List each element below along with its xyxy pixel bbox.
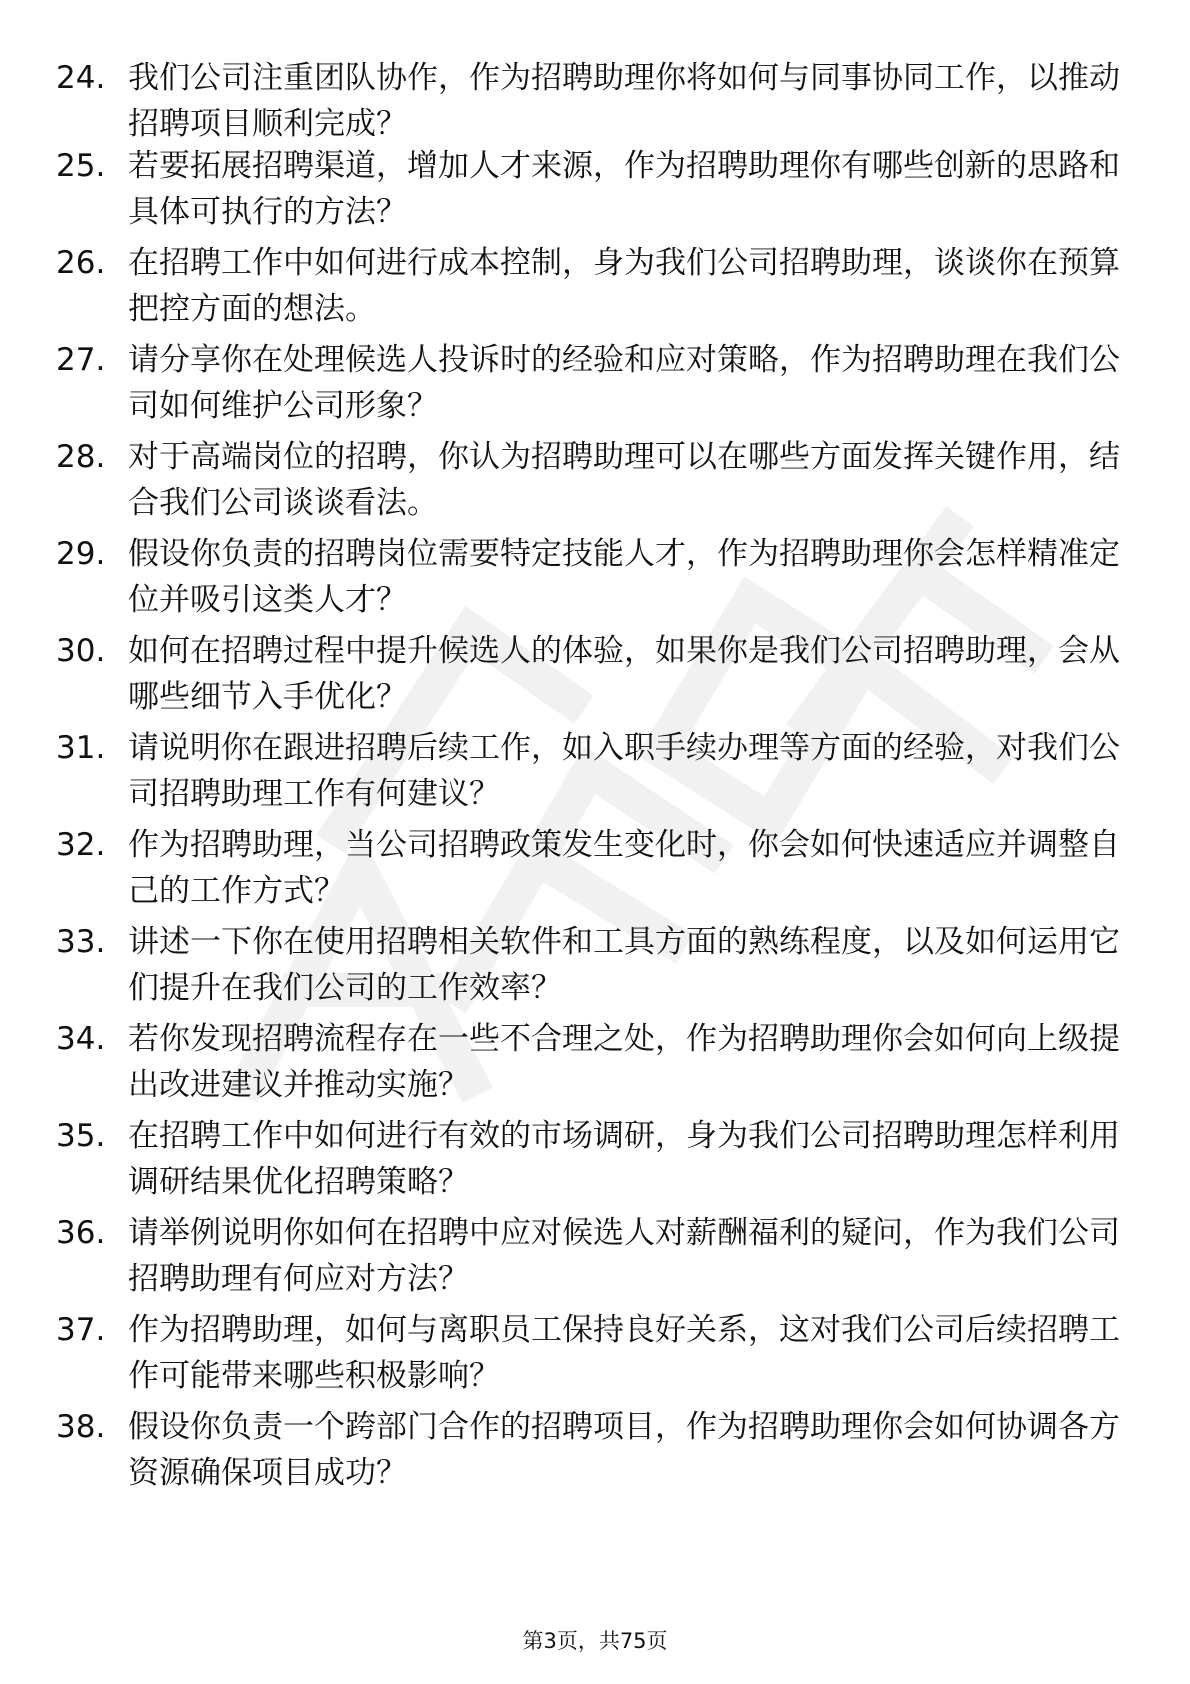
question-item xyxy=(0,434,1190,538)
question-number: 33. xyxy=(56,924,106,960)
question-text: 假设你负责的招聘岗位需要特定技能人才，作为招聘助理你会怎样精准定位并吸引这类人才？ xyxy=(128,536,1120,618)
question-text: 作为招聘助理，当公司招聘政策发生变化时，你会如何快速适应并调整自己的工作方式？ xyxy=(128,827,1120,909)
question-number: 37. xyxy=(56,1312,106,1348)
question-number: 38. xyxy=(56,1409,106,1445)
question-item xyxy=(0,143,1190,247)
question-item xyxy=(0,725,1190,829)
question-number: 31. xyxy=(56,730,106,766)
question-text: 对于高端岗位的招聘，你认为招聘助理可以在哪些方面发挥关键作用，结合我们公司谈谈看法。 xyxy=(128,439,1120,521)
page-number-footer: 第3页，共75页 xyxy=(522,1629,668,1653)
question-text: 作为招聘助理，如何与离职员工保持良好关系，这对我们公司后续招聘工作可能带来哪些积极影响？ xyxy=(128,1312,1120,1394)
question-item xyxy=(0,919,1190,1023)
question-item xyxy=(0,1404,1190,1508)
question-number: 26. xyxy=(56,245,106,281)
question-number: 35. xyxy=(56,1118,106,1154)
question-item xyxy=(0,822,1190,926)
question-number: 30. xyxy=(56,633,106,669)
question-text: 若你发现招聘流程存在一些不合理之处，作为招聘助理你会如何向上级提出改进建议并推动实施？ xyxy=(128,1021,1120,1103)
question-number: 32. xyxy=(56,827,106,863)
question-text: 假设你负责一个跨部门合作的招聘项目，作为招聘助理你会如何协调各方资源确保项目成功？ xyxy=(128,1409,1120,1491)
question-text: 请分享你在处理候选人投诉时的经验和应对策略，作为招聘助理在我们公司如何维护公司形象？ xyxy=(128,342,1120,424)
question-item xyxy=(0,1016,1190,1120)
question-text: 如何在招聘过程中提升候选人的体验，如果你是我们公司招聘助理，会从哪些细节入手优化？ xyxy=(128,633,1120,715)
question-text: 在招聘工作中如何进行有效的市场调研，身为我们公司招聘助理怎样利用调研结果优化招聘策略？ xyxy=(128,1118,1120,1200)
question-number: 27. xyxy=(56,342,106,378)
question-item xyxy=(0,337,1190,441)
question-item xyxy=(0,1113,1190,1217)
question-text: 请举例说明你如何在招聘中应对候选人对薪酬福利的疑问，作为我们公司招聘助理有何应对方法？ xyxy=(128,1215,1120,1297)
question-number: 36. xyxy=(56,1215,106,1251)
question-item xyxy=(0,628,1190,732)
question-number: 34. xyxy=(56,1021,106,1057)
question-number: 29. xyxy=(56,536,106,572)
question-text: 讲述一下你在使用招聘相关软件和工具方面的熟练程度，以及如何运用它们提升在我们公司的工作效率？ xyxy=(128,924,1120,1006)
question-text: 我们公司注重团队协作，作为招聘助理你将如何与同事协同工作，以推动招聘项目顺利完成？ xyxy=(128,60,1120,142)
question-number: 24. xyxy=(56,60,106,96)
question-item xyxy=(0,240,1190,344)
question-item xyxy=(0,1210,1190,1314)
question-text: 在招聘工作中如何进行成本控制，身为我们公司招聘助理，谈谈你在预算把控方面的想法。 xyxy=(128,245,1120,327)
question-item xyxy=(0,531,1190,635)
question-number: 28. xyxy=(56,439,106,475)
question-item xyxy=(0,1307,1190,1411)
question-text: 若要拓展招聘渠道，增加人才来源，作为招聘助理你有哪些创新的思路和具体可执行的方法？ xyxy=(128,148,1120,230)
question-text: 请说明你在跟进招聘后续工作，如入职手续办理等方面的经验，对我们公司招聘助理工作有何建议？ xyxy=(128,730,1120,812)
question-number: 25. xyxy=(56,148,106,184)
